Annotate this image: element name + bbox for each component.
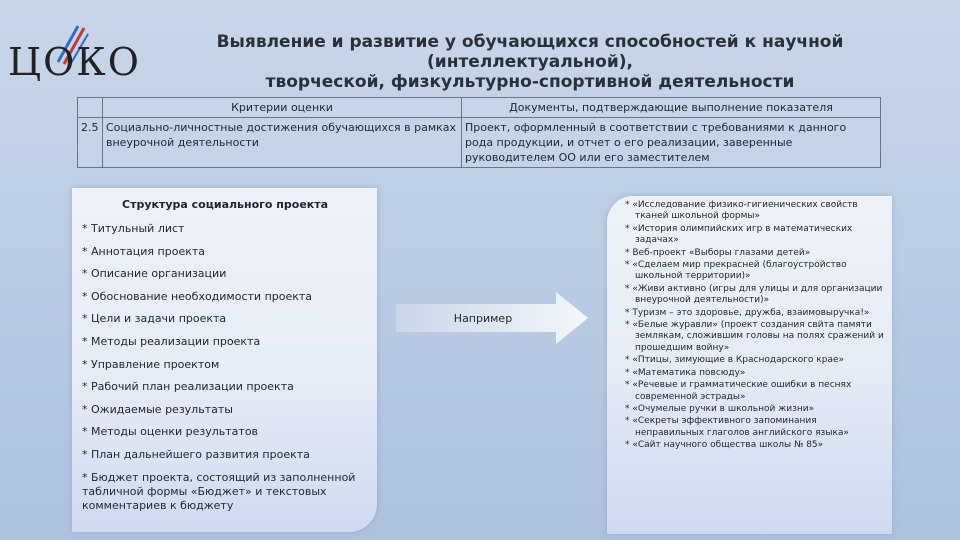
list-item: * «Сайт научного общества школы № 85» [625, 440, 824, 451]
logo [8, 22, 148, 82]
list-item: * Управление проектом [82, 357, 220, 371]
title-line-1: Выявление и развитие у обучающихся способностей к научной (интеллектуальной), [216, 32, 844, 72]
row-documents-cell: Проект, оформленный в соответствии с требованиями к данного рода продукции, и отчет о его реализации, заверенные руководителем ОО или его заместителем [462, 118, 881, 168]
examples-panel [607, 196, 892, 534]
list-item: * «Птицы, зимующие в Краснодарского крае» [625, 355, 844, 366]
list-item: * План дальнейшего развития проекта [82, 447, 310, 461]
logo-text: ЦОКО [8, 40, 141, 84]
list-item: * Туризм – это здоровье, дружба, взаимовыручка!» [625, 307, 870, 318]
title-line-2: творческой, физкультурно-спортивной деятельности [265, 72, 795, 92]
header-number-cell [78, 98, 103, 118]
page-title [150, 32, 910, 92]
table-header-row [78, 98, 881, 118]
list-item: * Веб-проект «Выборы глазами детей» [625, 247, 811, 258]
list-item: * «Очумелые ручки в школьной жизни» [625, 403, 815, 414]
project-structure-panel [72, 188, 377, 532]
arrow-label: Например [453, 312, 513, 325]
criteria-table [77, 97, 881, 168]
list-item: * «Секреты эффективного запоминания неправильных глаголов английского языка» [625, 416, 849, 438]
list-item: * Ожидаемые результаты [82, 402, 233, 416]
row-criteria-cell: Социально-личностные достижения обучающихся в рамках внеурочной деятельности [103, 118, 462, 168]
list-item: * Аннотация проекта [82, 244, 205, 258]
list-item: * «Живи активно (игры для улицы и для организации внеурочной деятельности)» [625, 283, 883, 306]
structure-list [82, 222, 362, 521]
list-item: * «Сделаем мир прекрасней (благоустройство школьной территории)» [625, 260, 847, 282]
row-number-cell: 2.5 [78, 118, 103, 168]
table-row [78, 118, 881, 168]
list-item: * Цели и задачи проекта [82, 312, 227, 326]
header-documents-cell: Документы, подтверждающие выполнение показателя [462, 98, 881, 118]
list-item: * Методы реализации проекта [82, 334, 261, 348]
list-item: * Бюджет проекта, состоящий из заполненной табличной формы «Бюджет» и текстовых комментариев к бюджету [82, 470, 356, 512]
list-item: * «Белые журавли» (проект создания свйта памяти землякам, сложившим головы на полях сражений и прошедшим войну» [625, 320, 884, 353]
list-item: * Титульный лист [82, 222, 185, 235]
list-item: * «Математика повсюду» [625, 367, 746, 378]
list-item: * Описание организации [82, 267, 227, 281]
examples-list [625, 200, 887, 453]
list-item: * «Речевые и грамматические ошибки в песнях современной эстрады» [625, 380, 852, 402]
list-item: * «Исследование физико-гигиенических свойств тканей школьной формы» [625, 200, 858, 222]
list-item: * Обоснование необходимости проекта [82, 289, 313, 303]
list-item: * «История олимпийских игр в математических задачах» [625, 223, 853, 246]
structure-heading: Структура социального проекта [122, 198, 329, 211]
header-criteria-cell: Критерии оценки [103, 98, 462, 118]
list-item: * Методы оценки результатов [82, 425, 259, 439]
list-item: * Рабочий план реализации проекта [82, 380, 294, 394]
